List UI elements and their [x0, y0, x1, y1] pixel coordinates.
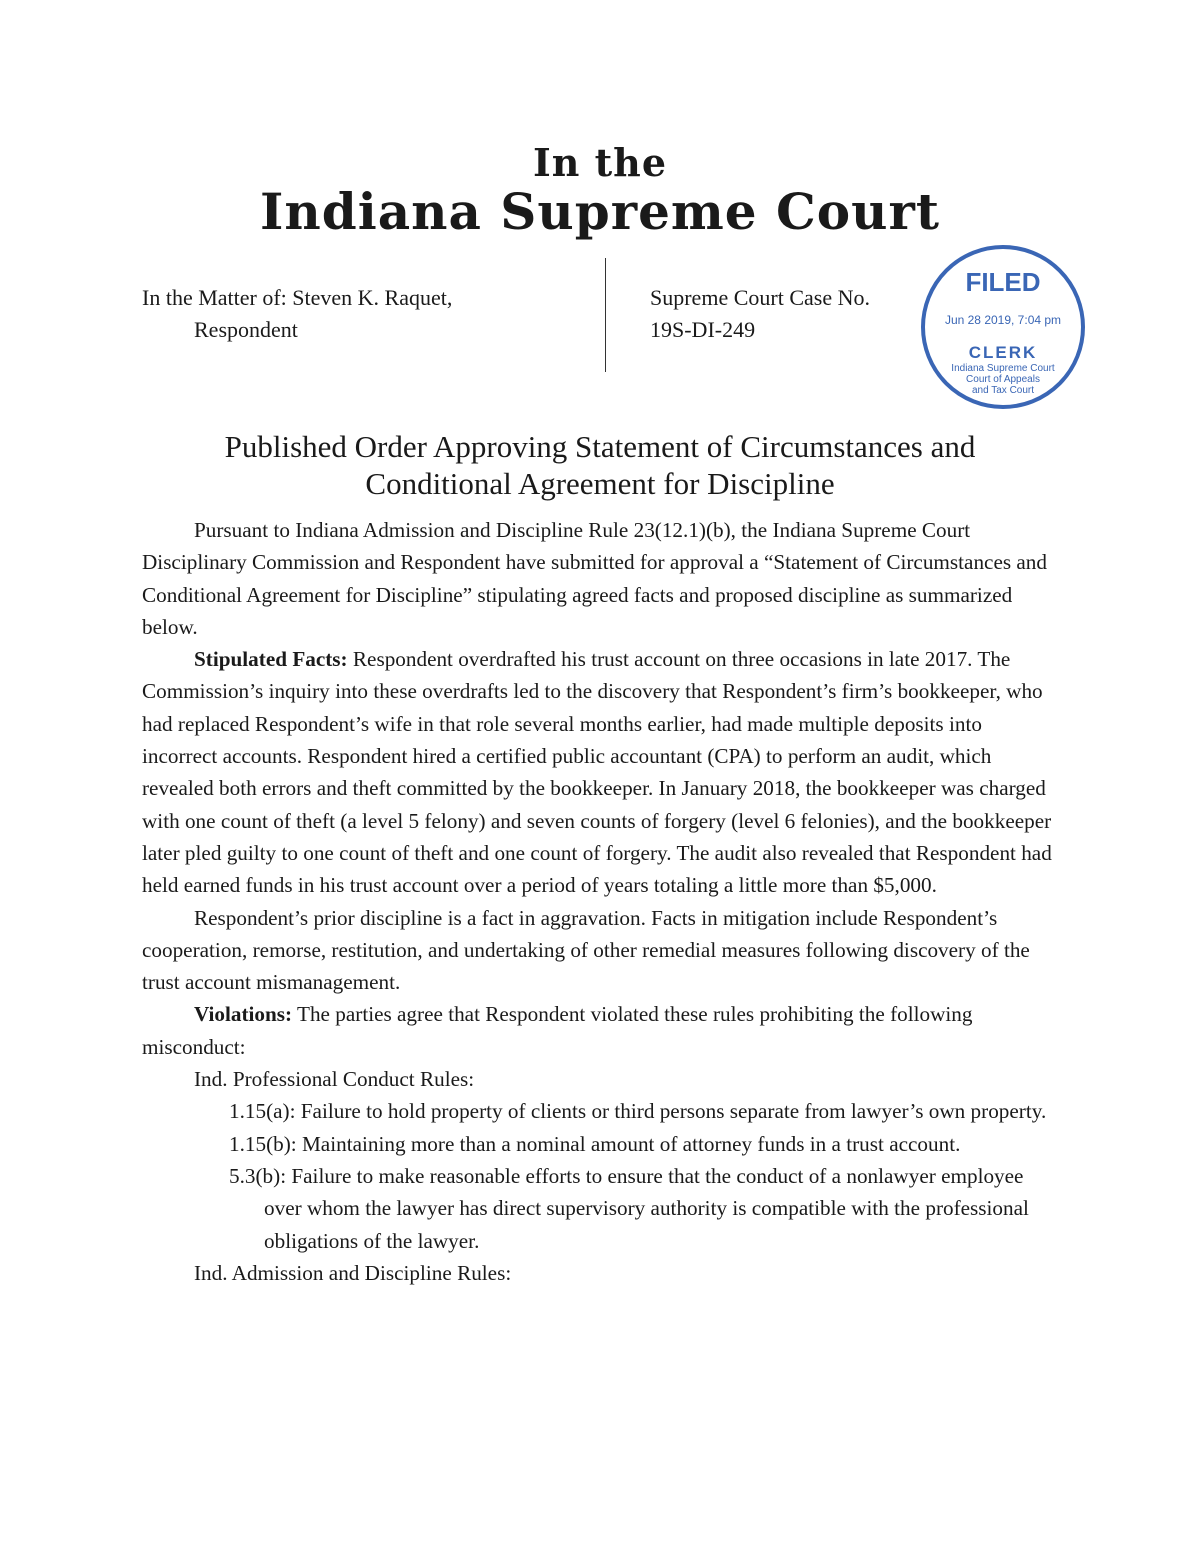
stamp-court-2: Court of Appeals: [966, 374, 1040, 385]
rule-item: 1.15(a): Failure to hold property of clients or third persons separate from lawyer’s own property.: [229, 1099, 1047, 1124]
court-header-small: In the: [533, 140, 667, 185]
prof-rules-heading: Ind. Professional Conduct Rules:: [194, 1067, 475, 1092]
order-title: [0, 428, 1200, 502]
stamp-court-3: and Tax Court: [971, 385, 1035, 396]
facts-text: Respondent overdrafted his trust account on three occasions in late 2017. The Commission’s inquiry into these overdrafts led to the discovery that Respondent’s firm’s bookkeeper, who had replaced Respondent’s wife in that role several months earlier, had made multiple deposits into incorrect accounts. Respondent hired a certified public accountant (CPA) to perform an audit, which revealed both errors and theft committed by the bookkeeper. In January 2018, the bookkeeper was charged with one count of theft (a level 5 felony) and seven counts of forgery (level 6 felonies), and the bookkeeper later pled guilty to one count of theft and one count of forgery. The audit also revealed that Respondent had held earned funds in his trust account over a period of years totaling a little more than $5,000.: [142, 647, 1052, 898]
stamp-filed: FILED: [965, 267, 1041, 297]
violations-text: The parties agree that Respondent violated these rules prohibiting the following misconduct:: [142, 1002, 973, 1059]
stamp-clerk: CLERK: [968, 343, 1038, 362]
case-caption-right: [650, 282, 870, 346]
title-line-1: Published Order Approving Statement of Circumstances and: [224, 429, 976, 464]
facts-paragraph: [142, 643, 1062, 901]
case-label: Supreme Court Case No.: [650, 285, 870, 310]
party-line: Respondent: [194, 317, 298, 342]
order-body: [142, 514, 1062, 1289]
court-header-large: Indiana Supreme Court: [260, 182, 940, 241]
aggravation-paragraph: Respondent’s prior discipline is a fact in aggravation. Facts in mitigation include Respondent’s cooperation, remorse, restitution, and undertaking of other remedial measures following discovery of the trust account mismanagement.: [142, 905, 1030, 995]
case-caption-left: [142, 282, 452, 346]
title-line-2: Conditional Agreement for Discipline: [365, 466, 835, 501]
facts-label: Stipulated Facts:: [194, 647, 348, 672]
adm-rules-heading: Ind. Admission and Discipline Rules:: [194, 1260, 512, 1285]
stamp-date: Jun 28 2019, 7:04 pm: [944, 313, 1062, 327]
rule-item: 5.3(b): Failure to make reasonable efforts to ensure that the conduct of a nonlawyer employee over whom the lawyer has direct supervisory authority is compatible with the professional obligations of the lawyer.: [229, 1163, 1029, 1253]
case-number: 19S-DI-249: [650, 317, 756, 342]
caption-divider: [605, 258, 606, 372]
stamp-courts: [925, 363, 1081, 396]
stamp-court-1: Indiana Supreme Court: [951, 363, 1055, 374]
matter-line: In the Matter of: Steven K. Raquet,: [142, 285, 453, 310]
violations-label: Violations:: [194, 1002, 293, 1027]
filed-stamp: [921, 245, 1085, 409]
intro-paragraph: Pursuant to Indiana Admission and Discipline Rule 23(12.1)(b), the Indiana Supreme Court Disciplinary Commission and Respondent have submitted for approval a “Statement of Circumstances and Conditional Agreement for Discipline” stipulating agreed facts and proposed discipline as summarized below.: [142, 518, 1047, 639]
rule-item: 1.15(b): Maintaining more than a nominal amount of attorney funds in a trust account.: [229, 1131, 961, 1156]
violations-paragraph: [142, 998, 1062, 1063]
